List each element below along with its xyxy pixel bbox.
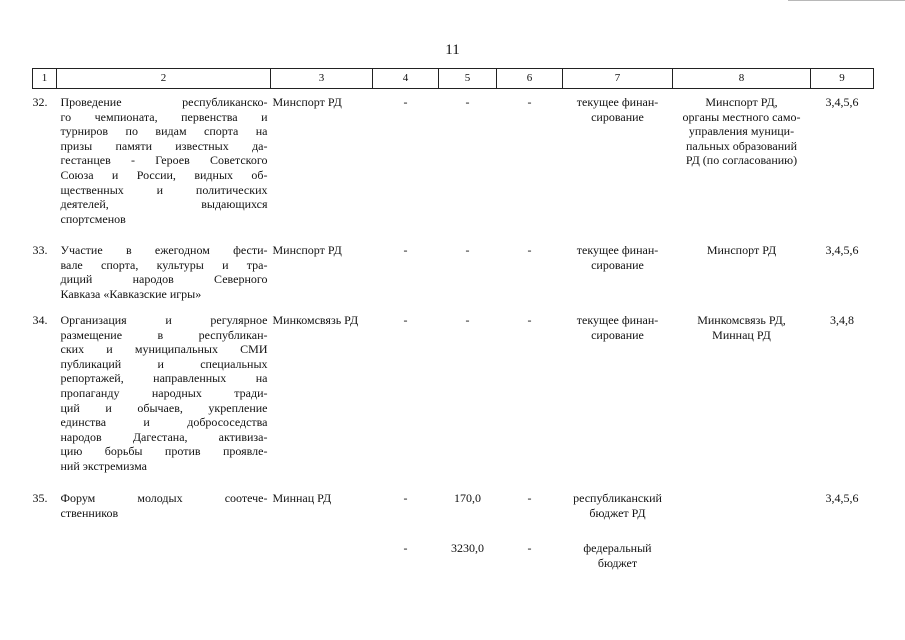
responsible [673, 487, 811, 537]
desc-line: Организация и регулярное [60, 313, 268, 327]
responsible [673, 89, 811, 238]
desc-line: Союза и России, видных об- [60, 167, 268, 182]
responsible-line: управления муници- [688, 124, 795, 139]
header-col-9: 9 [811, 69, 874, 89]
col-6-value: - [527, 491, 532, 505]
measure-description [57, 487, 271, 537]
row-number: 34. [32, 313, 48, 327]
desc-line: деятелей, выдающихся [60, 197, 268, 212]
table-row [33, 237, 874, 309]
col-5-value: - [465, 243, 470, 257]
years: 3,4,5,6 [825, 95, 859, 109]
desc-line: единства и добрососедства [60, 415, 268, 430]
desc-line: размещение в республикан- [60, 327, 268, 342]
funding-source [563, 309, 673, 487]
funding-source [563, 487, 673, 537]
desc-line: народов Дагестана, активиза- [60, 429, 268, 444]
desc-line: го чемпионата, первенства и [60, 109, 268, 124]
responsible [673, 537, 811, 581]
funding-source [563, 537, 673, 581]
row-number [33, 537, 57, 581]
header-col-6: 6 [497, 69, 563, 89]
desc-line: пропаганду народных тради- [60, 385, 268, 400]
header-col-7: 7 [563, 69, 673, 89]
years: 3,4,5,6 [825, 491, 859, 505]
responsible-line: Минкомсвязь РД, [697, 313, 786, 327]
col-4-value: - [403, 491, 408, 505]
desc-line: диций народов Северного [60, 272, 268, 287]
header-col-8: 8 [673, 69, 811, 89]
years [811, 537, 874, 581]
executor: Минспорт РД [272, 95, 342, 109]
funding-source [563, 237, 673, 309]
funding-source [563, 89, 673, 238]
desc-line: щественных и политических [60, 182, 268, 197]
source-line: бюджет РД [589, 505, 646, 520]
col-4-value: - [403, 541, 408, 555]
source-line: текущее финан- [576, 313, 659, 327]
desc-line: ний экстремизма [60, 458, 147, 473]
header-row [33, 69, 874, 89]
top-rule [788, 0, 905, 1]
col-5-value: 3230,0 [451, 541, 484, 555]
header-col-3: 3 [271, 69, 373, 89]
executor: Миннац РД [272, 491, 332, 505]
col-4-value: - [403, 95, 408, 109]
measure-description [57, 309, 271, 487]
row-number: 33. [32, 243, 48, 257]
header-col-1: 1 [33, 69, 57, 89]
desc-line: публикаций и специальных [60, 356, 268, 371]
header-col-5: 5 [439, 69, 497, 89]
header-col-4: 4 [373, 69, 439, 89]
col-6-value: - [527, 95, 532, 109]
source-line: сирование [591, 327, 644, 342]
responsible-line: пальных образований [686, 138, 797, 153]
responsible [673, 309, 811, 487]
desc-line: репортажей, направленных на [60, 371, 268, 386]
desc-line: Кавказа «Кавказские игры» [60, 286, 202, 301]
source-line: текущее финан- [576, 95, 659, 109]
col-6-value: - [527, 243, 532, 257]
table-row [33, 89, 874, 238]
col-4-value: - [403, 243, 408, 257]
col-5-value: 170,0 [454, 491, 481, 505]
executor: Минспорт РД [272, 243, 342, 257]
row-number: 32. [32, 95, 48, 109]
source-line: республиканский [573, 491, 662, 505]
page-number: 11 [445, 42, 460, 58]
responsible-line: Миннац РД [712, 327, 771, 342]
desc-line: ций и обычаев, укрепление [60, 400, 268, 415]
desc-line: вале спорта, культуры и тра- [60, 257, 268, 272]
source-line: федеральный [583, 541, 652, 555]
responsible-line: Минспорт РД, [705, 95, 778, 109]
source-line: сирование [591, 257, 644, 272]
desc-line: цию борьбы против проявле- [60, 444, 268, 459]
col-5-value: - [465, 313, 470, 327]
desc-line: гестанцев - Героев Советского [60, 153, 268, 168]
col-4-value: - [403, 313, 408, 327]
measure-description [57, 89, 271, 238]
responsible-line: РД (по согласованию) [685, 153, 798, 168]
header-col-2: 2 [57, 69, 271, 89]
source-line: текущее финан- [576, 243, 659, 257]
desc-line: призы памяти известных да- [60, 138, 268, 153]
desc-line: Проведение республиканско- [60, 95, 268, 109]
row-number: 35. [32, 491, 48, 505]
desc-line: турниров по видам спорта на [60, 124, 268, 139]
source-line: бюджет [597, 555, 638, 570]
table-row [33, 487, 874, 537]
col-6-value: - [527, 313, 532, 327]
executor: Минкомсвязь РД [272, 313, 359, 327]
measure-description [57, 237, 271, 309]
table-row [33, 309, 874, 487]
responsible-line: органы местного само- [682, 109, 801, 124]
desc-line: ственников [60, 505, 119, 520]
col-6-value: - [527, 541, 532, 555]
years: 3,4,8 [830, 313, 854, 327]
responsible-line: Минспорт РД [706, 243, 777, 257]
col-5-value: - [465, 95, 470, 109]
desc-line: спортсменов [60, 211, 126, 226]
responsible [673, 237, 811, 309]
years: 3,4,5,6 [825, 243, 859, 257]
desc-line: ских и муниципальных СМИ [60, 342, 268, 357]
executor [271, 537, 373, 581]
desc-line: Форум молодых соотече- [60, 491, 268, 505]
table-row [33, 537, 874, 581]
measure-description [57, 537, 271, 581]
source-line: сирование [591, 109, 644, 124]
measures-table [32, 68, 874, 581]
desc-line: Участие в ежегодном фести- [60, 243, 268, 257]
